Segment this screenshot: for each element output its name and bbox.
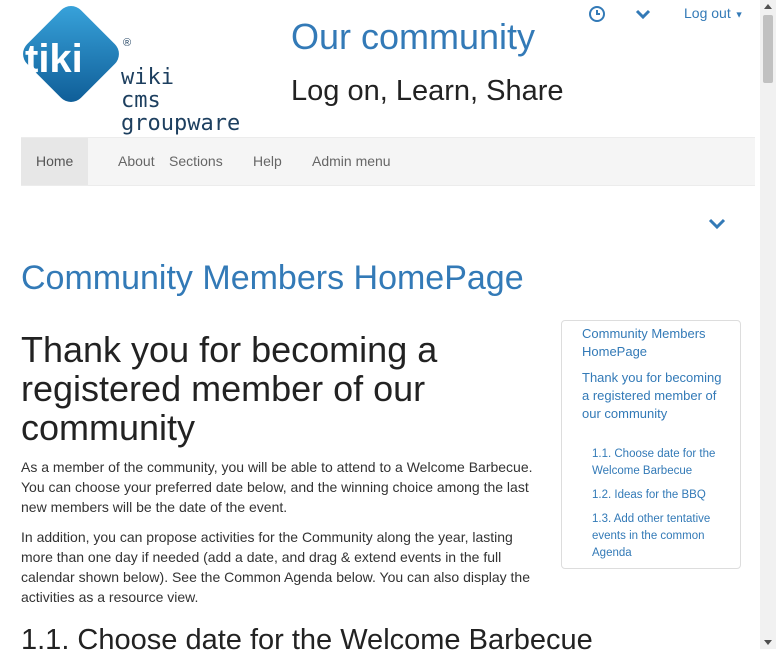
main-navbar bbox=[21, 137, 755, 186]
subsection-heading: 1.1. Choose date for the Welcome Barbecue bbox=[21, 624, 593, 656]
page-actions-chevron-icon[interactable] bbox=[707, 216, 727, 232]
scroll-up-icon[interactable] bbox=[764, 4, 772, 9]
toc-item[interactable]: Thank you for becoming a registered member of our community bbox=[582, 370, 722, 421]
activities-paragraph: In addition, you can propose activities for the Community along the year, lasting more than one day if needed (add a date, and drag & extend events in the full calendar shown below). See the Common Agenda below. You can also display the activities as a resource view. bbox=[21, 529, 531, 605]
logout-dropdown[interactable] bbox=[684, 5, 744, 21]
intro-paragraph: As a member of the community, you will be able to attend to a Welcome Barbecue. You can choose your preferred date below, and the winning choice among the last new members will be the date of the event. bbox=[21, 459, 533, 515]
site-title: Our community bbox=[291, 16, 536, 57]
nav-item-admin-menu[interactable]: Admin menu bbox=[312, 153, 391, 169]
logo-word-main: tiki bbox=[25, 37, 83, 81]
registered-mark: ® bbox=[123, 37, 132, 49]
nav-item-home[interactable]: Home bbox=[21, 138, 88, 185]
caret-down-icon: ▼ bbox=[734, 9, 744, 20]
toc-item[interactable]: 1.3. Add other tentative events in the common Agenda bbox=[592, 513, 711, 559]
page-scrollbar[interactable] bbox=[760, 0, 776, 649]
clock-icon[interactable] bbox=[588, 5, 606, 23]
toc-item[interactable]: Community Members HomePage bbox=[582, 326, 706, 359]
toc-item[interactable]: 1.1. Choose date for the Welcome Barbecue bbox=[592, 448, 716, 477]
scroll-down-icon[interactable] bbox=[764, 640, 772, 645]
logout-label: Log out bbox=[684, 5, 731, 21]
logo-word-groupware: groupware bbox=[121, 111, 241, 136]
table-of-contents bbox=[561, 320, 741, 569]
nav-item-sections[interactable]: Sections bbox=[169, 153, 223, 169]
site-subtitle: Log on, Learn, Share bbox=[291, 75, 564, 107]
scrollbar-thumb[interactable] bbox=[763, 15, 773, 83]
page-title: Community Members HomePage bbox=[21, 259, 524, 297]
nav-item-about[interactable]: About bbox=[118, 153, 155, 169]
toc-item[interactable]: 1.2. Ideas for the BBQ bbox=[592, 489, 706, 501]
section-heading: Thank you for becoming a registered member of our community bbox=[21, 329, 438, 448]
logo-word-cms: cms bbox=[121, 88, 161, 113]
logo-word-wiki: wiki bbox=[121, 65, 174, 90]
chevron-down-icon[interactable] bbox=[634, 5, 652, 23]
nav-item-help[interactable]: Help bbox=[253, 153, 282, 169]
tiki-logo-graphic bbox=[19, 6, 269, 136]
tiki-logo[interactable] bbox=[19, 6, 269, 136]
